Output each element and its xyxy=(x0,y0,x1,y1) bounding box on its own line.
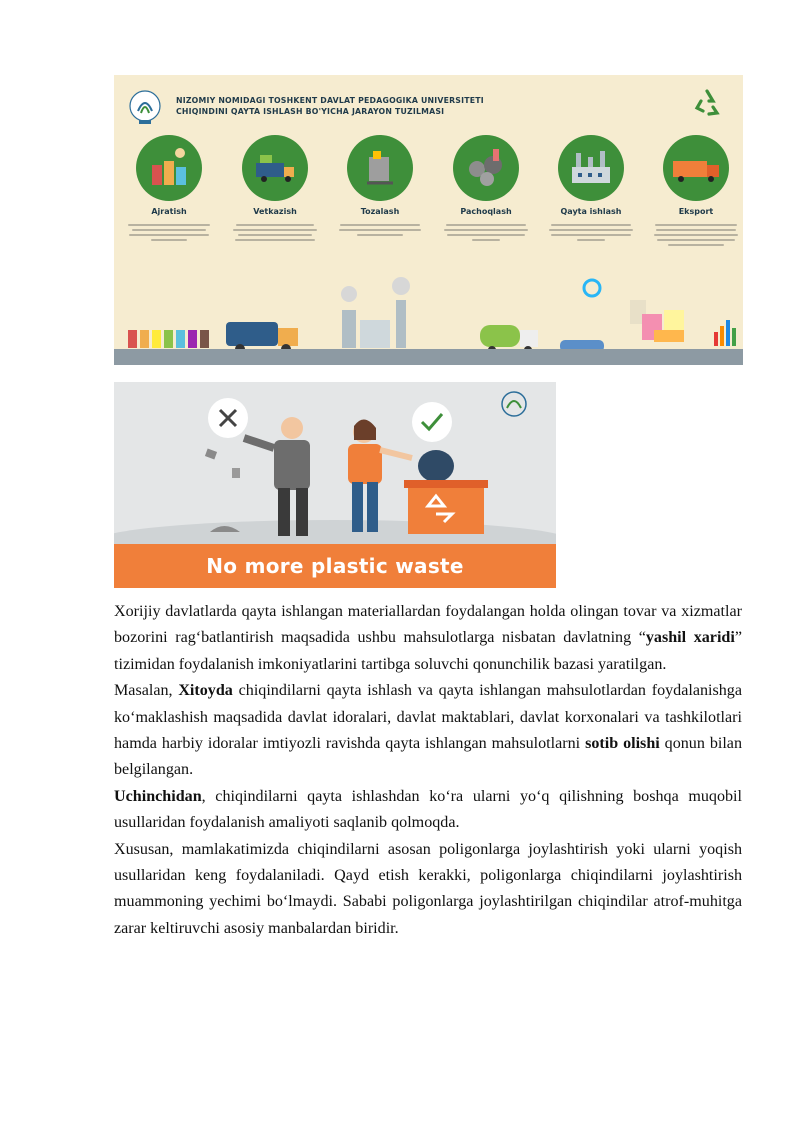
step-description xyxy=(123,224,215,241)
colored-bins xyxy=(128,330,209,348)
paragraph-1: Xorijiy davlatlarda qayta ishlangan materiallardan foydalangan holda olingan tovar va xizmatlar bozorini rag‘batlantirish maqsadida ushbu mahsulotlarga nisbatan davlatning “yashil xaridi” tizimidan foydalanish imkoniyatlarini tartibga soluvchi qonunchilik bazasi yaratilgan. xyxy=(114,603,742,673)
university-logo-icon xyxy=(128,89,162,127)
export-truck-icon xyxy=(663,135,729,201)
bold-term: Xitoyda xyxy=(178,682,233,700)
step-label: Pachoqlash xyxy=(460,207,512,216)
banner xyxy=(114,544,556,588)
paragraph-2: Masalan, Xitoyda chiqindilarni qayta ishlash va qayta ishlangan mahsulotlardan foydalanishga ko‘maklashish maqsadida davlat idoralari, davlat maktablari, davlat korxonalari va tashkilotlari hamda harbiy idoralar imtiyozli ravishda qayta ishlangan mahsulotlarni sotib olishi qonun bilan belgilangan. xyxy=(114,682,742,779)
step-pachoqlash xyxy=(436,135,536,244)
step-qayta-ishlash xyxy=(541,135,641,244)
paragraph-3: Uchinchidan, chiqindilarni qayta ishlashdan ko‘ra ularni yo‘q qilishning boshqa muqobil usullaridan foydalanish amaliyoti saqlanib qolmoqda. xyxy=(114,787,742,832)
banner-text: No more plastic waste xyxy=(206,554,464,578)
step-label: Qayta ishlash xyxy=(560,207,622,216)
step-label: Tozalash xyxy=(360,207,400,216)
title-line-2: CHIQINDINI QAYTA ISHLASH BO'YICHA JARAYON TUZILMASI xyxy=(176,107,445,116)
road-strip xyxy=(114,349,743,365)
sorting-icon xyxy=(136,135,202,201)
recycle-icon xyxy=(691,87,723,119)
step-description xyxy=(545,224,637,241)
step-description xyxy=(334,224,426,236)
truck-icon xyxy=(242,135,308,201)
bold-term: yashil xaridi xyxy=(645,629,735,647)
recycling-process-infographic xyxy=(114,75,743,365)
step-description xyxy=(650,224,742,246)
people-illustration xyxy=(114,382,556,544)
step-label: Eksport xyxy=(678,207,714,216)
paragraph-4: Xususan, mamlakatimizda chiqindilarni asosan poligonlarga joylashtirish yoki ularni yoqish usullaridan keng foydalaniladi. Qayd etish kerakki, poligonlarga chiqindilarni joylashtirish muammoning yechimi bo‘lmaydi. Sababi poligonlarga joylashtirilgan chiqindilar atrof-muhitga zarar keltiruvchi asosiy manbalardan biridir. xyxy=(114,840,742,937)
title-line-1: NIZOMIY NOMIDAGI TOSHKENT DAVLAT PEDAGOGIKA UNIVERSITETI xyxy=(176,96,484,105)
body-text xyxy=(114,599,742,942)
step-label: Ajratish xyxy=(151,207,187,216)
plastic-waste-illustration xyxy=(114,382,556,588)
step-label: Vetkazish xyxy=(253,207,297,216)
step-ajratish xyxy=(119,135,219,244)
bold-term: sotib olishi xyxy=(585,735,660,753)
step-eksport xyxy=(646,135,743,249)
infographic-title xyxy=(176,95,484,117)
step-description xyxy=(229,224,321,241)
university-logo-small-icon xyxy=(502,392,526,416)
factory-icon xyxy=(558,135,624,201)
bold-term: Uchinchidan xyxy=(114,787,202,805)
cleaning-icon xyxy=(347,135,413,201)
step-description xyxy=(440,224,532,241)
step-vetkazish xyxy=(225,135,325,244)
step-tozalash xyxy=(330,135,430,239)
shredding-icon xyxy=(453,135,519,201)
